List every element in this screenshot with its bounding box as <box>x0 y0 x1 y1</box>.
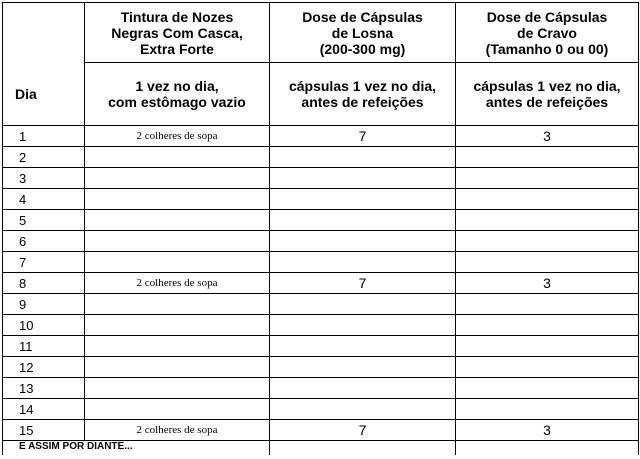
tintura-dose-cell <box>85 315 270 336</box>
footnote-text: E ASSIM POR DIANTE... <box>3 441 270 456</box>
cravo-dose-cell <box>456 315 639 336</box>
losna-dose-cell <box>270 210 456 231</box>
day-number-cell: 15 <box>3 420 85 441</box>
table-row <box>3 189 639 210</box>
cravo-dose-cell <box>456 252 639 273</box>
day-number-cell: 9 <box>3 294 85 315</box>
instruction-tintura-line-2: com estômago vazio <box>108 94 246 110</box>
tintura-dose-cell <box>85 357 270 378</box>
table-row <box>3 357 639 378</box>
dia-column-label: Dia <box>3 63 85 126</box>
cravo-dose-cell <box>456 147 639 168</box>
table-row <box>3 252 639 273</box>
day-number-cell: 2 <box>3 147 85 168</box>
header-losna <box>270 3 456 63</box>
day-number-cell: 5 <box>3 210 85 231</box>
losna-dose-cell <box>270 357 456 378</box>
header-tintura <box>85 3 270 63</box>
instructions-row <box>3 63 639 126</box>
tintura-dose-cell <box>85 252 270 273</box>
table-row <box>3 399 639 420</box>
tintura-dose-cell <box>85 189 270 210</box>
cravo-dose-cell <box>456 378 639 399</box>
header-tintura-line-2: Negras Com Casca, <box>111 24 243 41</box>
header-losna-line-1: Dose de Cápsulas <box>302 8 423 25</box>
tintura-dose-cell <box>85 210 270 231</box>
cravo-dose-cell: 3 <box>456 126 639 147</box>
cravo-dose-cell <box>456 294 639 315</box>
header-losna-line-2: de Losna <box>331 24 394 41</box>
day-number-cell: 12 <box>3 357 85 378</box>
instruction-cravo <box>456 63 639 126</box>
cravo-dose-cell: 3 <box>456 273 639 294</box>
losna-dose-cell <box>270 252 456 273</box>
day-number-cell: 8 <box>3 273 85 294</box>
instruction-tintura-line-1: 1 vez no dia, <box>135 78 219 94</box>
instruction-losna <box>270 63 456 126</box>
table-row <box>3 378 639 399</box>
instruction-losna-line-2: antes de refeições <box>301 94 424 110</box>
losna-dose-cell <box>270 189 456 210</box>
table-row <box>3 273 639 294</box>
footnote-empty-cravo <box>456 441 639 456</box>
day-number-cell: 7 <box>3 252 85 273</box>
table-row <box>3 294 639 315</box>
tintura-dose-cell <box>85 168 270 189</box>
tintura-dose-cell: 2 colheres de sopa <box>85 273 270 294</box>
tintura-dose-cell <box>85 231 270 252</box>
instruction-cravo-line-2: antes de refeições <box>485 94 609 110</box>
dosage-table <box>2 2 639 455</box>
tintura-dose-cell <box>85 294 270 315</box>
day-number-cell: 13 <box>3 378 85 399</box>
day-number-cell: 14 <box>3 399 85 420</box>
header-row <box>3 3 639 63</box>
losna-dose-cell: 7 <box>270 273 456 294</box>
losna-dose-cell <box>270 294 456 315</box>
header-cravo-line-1: Dose de Cápsulas <box>486 8 608 25</box>
cravo-dose-cell <box>456 210 639 231</box>
instruction-cravo-line-1: cápsulas 1 vez no dia, <box>473 78 621 94</box>
footnote-empty-losna <box>270 441 456 456</box>
header-tintura-line-1: Tintura de Nozes <box>120 8 234 25</box>
losna-dose-cell <box>270 168 456 189</box>
table-row <box>3 336 639 357</box>
cravo-dose-cell <box>456 168 639 189</box>
cravo-dose-cell <box>456 336 639 357</box>
day-number-cell: 10 <box>3 315 85 336</box>
tintura-dose-cell <box>85 147 270 168</box>
instruction-losna-line-1: cápsulas 1 vez no dia, <box>288 78 437 94</box>
cravo-dose-cell <box>456 399 639 420</box>
footnote-row <box>3 441 639 456</box>
table-row <box>3 231 639 252</box>
losna-dose-cell <box>270 336 456 357</box>
header-corner-cell <box>3 3 85 63</box>
header-cravo-line-3: (Tamanho 0 ou 00) <box>485 40 609 57</box>
table-row <box>3 210 639 231</box>
instruction-tintura <box>85 63 270 126</box>
losna-dose-cell <box>270 315 456 336</box>
day-number-cell: 11 <box>3 336 85 357</box>
day-number-cell: 4 <box>3 189 85 210</box>
tintura-dose-cell <box>85 378 270 399</box>
cravo-dose-cell: 3 <box>456 420 639 441</box>
tintura-dose-cell: 2 colheres de sopa <box>85 126 270 147</box>
cravo-dose-cell <box>456 357 639 378</box>
losna-dose-cell <box>270 147 456 168</box>
table-row <box>3 420 639 441</box>
losna-dose-cell <box>270 231 456 252</box>
cravo-dose-cell <box>456 189 639 210</box>
losna-dose-cell <box>270 378 456 399</box>
header-tintura-line-3: Extra Forte <box>140 40 214 57</box>
header-cravo <box>456 3 639 63</box>
header-losna-line-3: (200-300 mg) <box>319 40 406 57</box>
cravo-dose-cell <box>456 231 639 252</box>
day-number-cell: 3 <box>3 168 85 189</box>
losna-dose-cell: 7 <box>270 126 456 147</box>
table-row <box>3 147 639 168</box>
tintura-dose-cell: 2 colheres de sopa <box>85 420 270 441</box>
tintura-dose-cell <box>85 399 270 420</box>
losna-dose-cell: 7 <box>270 420 456 441</box>
day-number-cell: 6 <box>3 231 85 252</box>
day-number-cell: 1 <box>3 126 85 147</box>
table-row <box>3 168 639 189</box>
table-row <box>3 126 639 147</box>
table-row <box>3 315 639 336</box>
losna-dose-cell <box>270 399 456 420</box>
day-rows <box>3 126 639 441</box>
header-cravo-line-2: de Cravo <box>517 24 577 41</box>
tintura-dose-cell <box>85 336 270 357</box>
